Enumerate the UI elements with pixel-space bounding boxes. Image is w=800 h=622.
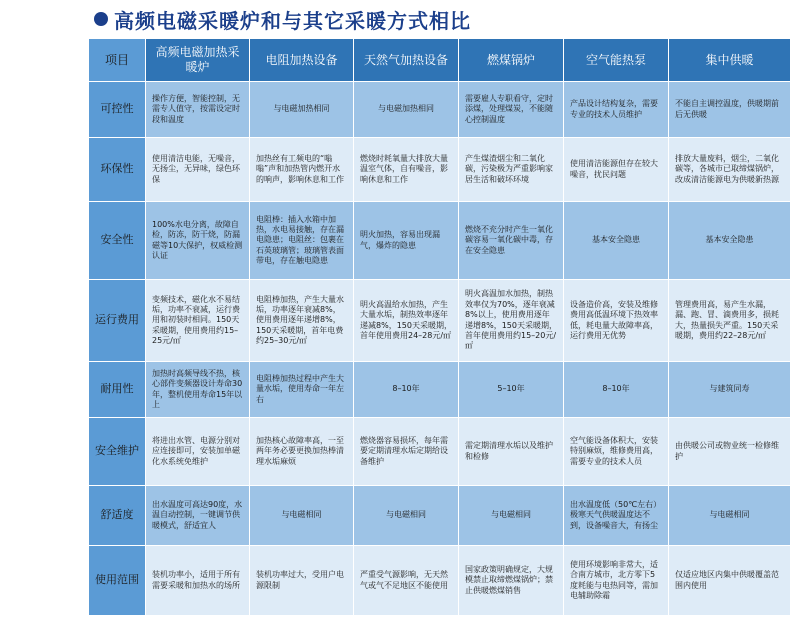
table-cell: 燃烧器容易损坏，每年需要定期清理水垢定期给设备维护 (354, 418, 459, 486)
row-label: 使用范围 (89, 546, 146, 616)
table-cell: 明火加热，容易出现漏气，爆炸的隐患 (354, 202, 459, 280)
header-cell: 高频电磁加热采暖炉 (146, 39, 250, 82)
table-row (89, 138, 791, 202)
table-row (89, 280, 791, 362)
table-row (89, 362, 791, 418)
table-cell: 与建筑同寿 (669, 362, 791, 418)
row-label: 舒适度 (89, 486, 146, 546)
header-row (89, 39, 791, 82)
table-cell: 不能自主调控温度，供暖期前后无供暖 (669, 82, 791, 138)
table-cell: 出水温度低（50℃左右）极寒天气供暖温度达不到，设备噪音大，有扬尘 (564, 486, 669, 546)
table-cell: 变频技术，磁化水不易结垢，功率不衰减，运行费用和初装时相同。150天采暖期，使用费用约15–25元/㎡ (146, 280, 250, 362)
table-cell: 基本安全隐患 (669, 202, 791, 280)
table-cell: 加热时高频导线不热，核心部件变频器设计寿命30年，整机使用寿命15年以上 (146, 362, 250, 418)
header-cell: 天然气加热设备 (354, 39, 459, 82)
table-cell: 排放大量废料，烟尘，二氧化碳等，各城市已取缔煤锅炉，改成清洁能源电为供暖新热源 (669, 138, 791, 202)
table-cell: 使用清洁能源但存在较大噪音，扰民问题 (564, 138, 669, 202)
bullet-icon (94, 12, 108, 26)
table-cell: 电阻棒加热过程中产生大量水垢，使用寿命一年左右 (250, 362, 354, 418)
row-label: 安全维护 (89, 418, 146, 486)
table-cell: 使用环境影响非常大，适合南方城市，北方零下5度耗能与电热同等，需加电辅助除霜 (564, 546, 669, 616)
row-label: 可控性 (89, 82, 146, 138)
table-cell: 与电磁相同 (250, 486, 354, 546)
table-cell: 与电磁加热相同 (250, 82, 354, 138)
row-label: 环保性 (89, 138, 146, 202)
table-cell: 装机功率过大，受用户电源限制 (250, 546, 354, 616)
table-cell: 电阻棒加热，产生大量水垢，功率逐年衰减8%，使用费用逐年递增8%，150天采暖期，首年电费约25–30元/㎡ (250, 280, 354, 362)
header-cell: 空气能热泵 (564, 39, 669, 82)
comparison-table (88, 38, 791, 616)
table-cell: 国家政策明确规定，大规模禁止取缔燃煤锅炉；禁止供暖燃煤销售 (459, 546, 564, 616)
table-cell: 明火高温给水加热，产生大量水垢，制热效率逐年递减8%，150天采暖期，首年使用费用24–28元/㎡ (354, 280, 459, 362)
table-cell: 100%水电分离，故障自检，防冻，防干烧，防漏磁等10大保护，权威检测认证 (146, 202, 250, 280)
table-cell: 空气能设备体积大，安装特别麻烦，维修费用高，需要专业的技术人员 (564, 418, 669, 486)
table-cell: 与电磁相同 (459, 486, 564, 546)
table-cell: 电阻棒：插入水箱中加热，水电易接触，存在漏电隐患；电阻丝：包裹在石英玻璃管；玻璃管表面带电，存在触电隐患 (250, 202, 354, 280)
table-cell: 产生煤渣烟尘和二氧化碳，污染极为严重影响家居生活和破坏环境 (459, 138, 564, 202)
table-cell: 装机功率小，适用于所有需要采暖和加热水的场所 (146, 546, 250, 616)
table-cell: 操作方便，智能控制，无需专人值守，按需设定时段和温度 (146, 82, 250, 138)
table-cell: 将进出水管、电源分别对应连接即可，安装加单磁化水系统免维护 (146, 418, 250, 486)
row-label: 运行费用 (89, 280, 146, 362)
table-cell: 设备造价高，安装及维修费用高低温环境下热效率低，耗电量大故障率高，运行费用无优势 (564, 280, 669, 362)
table-cell: 基本安全隐患 (564, 202, 669, 280)
table-cell: 需要雇人专职看守，定时添煤，处理煤炭，不能随心控制温度 (459, 82, 564, 138)
title-bar (94, 4, 471, 34)
table-cell: 与电磁相同 (354, 486, 459, 546)
row-label: 耐用性 (89, 362, 146, 418)
table-cell: 仅适应地区内集中供暖覆盖范围内使用 (669, 546, 791, 616)
header-cell: 电阻加热设备 (250, 39, 354, 82)
table-row (89, 202, 791, 280)
table-row (89, 418, 791, 486)
table-cell: 8–10年 (564, 362, 669, 418)
table-cell: 管理费用高，易产生水漏，漏、跑、冒、滴费用多，损耗大，热量损失严重。150天采暖期，费用约22–28元/㎡ (669, 280, 791, 362)
page-title: 高频电磁采暖炉和与其它采暖方式相比 (114, 8, 471, 33)
table-row (89, 546, 791, 616)
row-label: 安全性 (89, 202, 146, 280)
table-cell: 产品设计结构复杂，需要专业的技术人员维护 (564, 82, 669, 138)
table-cell: 与电磁加热相同 (354, 82, 459, 138)
table-cell: 燃烧时耗氧量大排放大量温室气体，自有噪音，影响休息和工作 (354, 138, 459, 202)
table-cell: 由供暖公司或物业统一检修维护 (669, 418, 791, 486)
table-cell: 加热核心故障率高，一至两年务必要更换加热棒清理水垢麻烦 (250, 418, 354, 486)
table-cell: 需定期清理水垢以及维护和检修 (459, 418, 564, 486)
table-row (89, 486, 791, 546)
table-cell: 严重受气源影响，无天然气或气不足地区不能使用 (354, 546, 459, 616)
header-cell: 燃煤锅炉 (459, 39, 564, 82)
table-cell: 使用清洁电能，无噪音，无扬尘，无异味，绿色环保 (146, 138, 250, 202)
table-cell: 明火高温加水加热，制热效率仅为70%，逐年衰减8%以上，使用费用逐年递增8%，150天采暖期，首年使用费用约15–20元/㎡ (459, 280, 564, 362)
header-cell: 集中供暖 (669, 39, 791, 82)
table-cell: 燃烧不充分时产生一氧化碳容易一氧化碳中毒，存在安全隐患 (459, 202, 564, 280)
table-cell: 出水温度可高达90度，水温自动控制，一键调节供暖模式，舒适宜人 (146, 486, 250, 546)
header-cell: 项目 (89, 39, 146, 82)
table-cell: 5–10年 (459, 362, 564, 418)
table-cell: 8–10年 (354, 362, 459, 418)
table-row (89, 82, 791, 138)
table-cell: 加热丝有工频电的“嗡嗡”声和加热管内燃开水的响声，影响休息和工作 (250, 138, 354, 202)
table-cell: 与电磁相同 (669, 486, 791, 546)
